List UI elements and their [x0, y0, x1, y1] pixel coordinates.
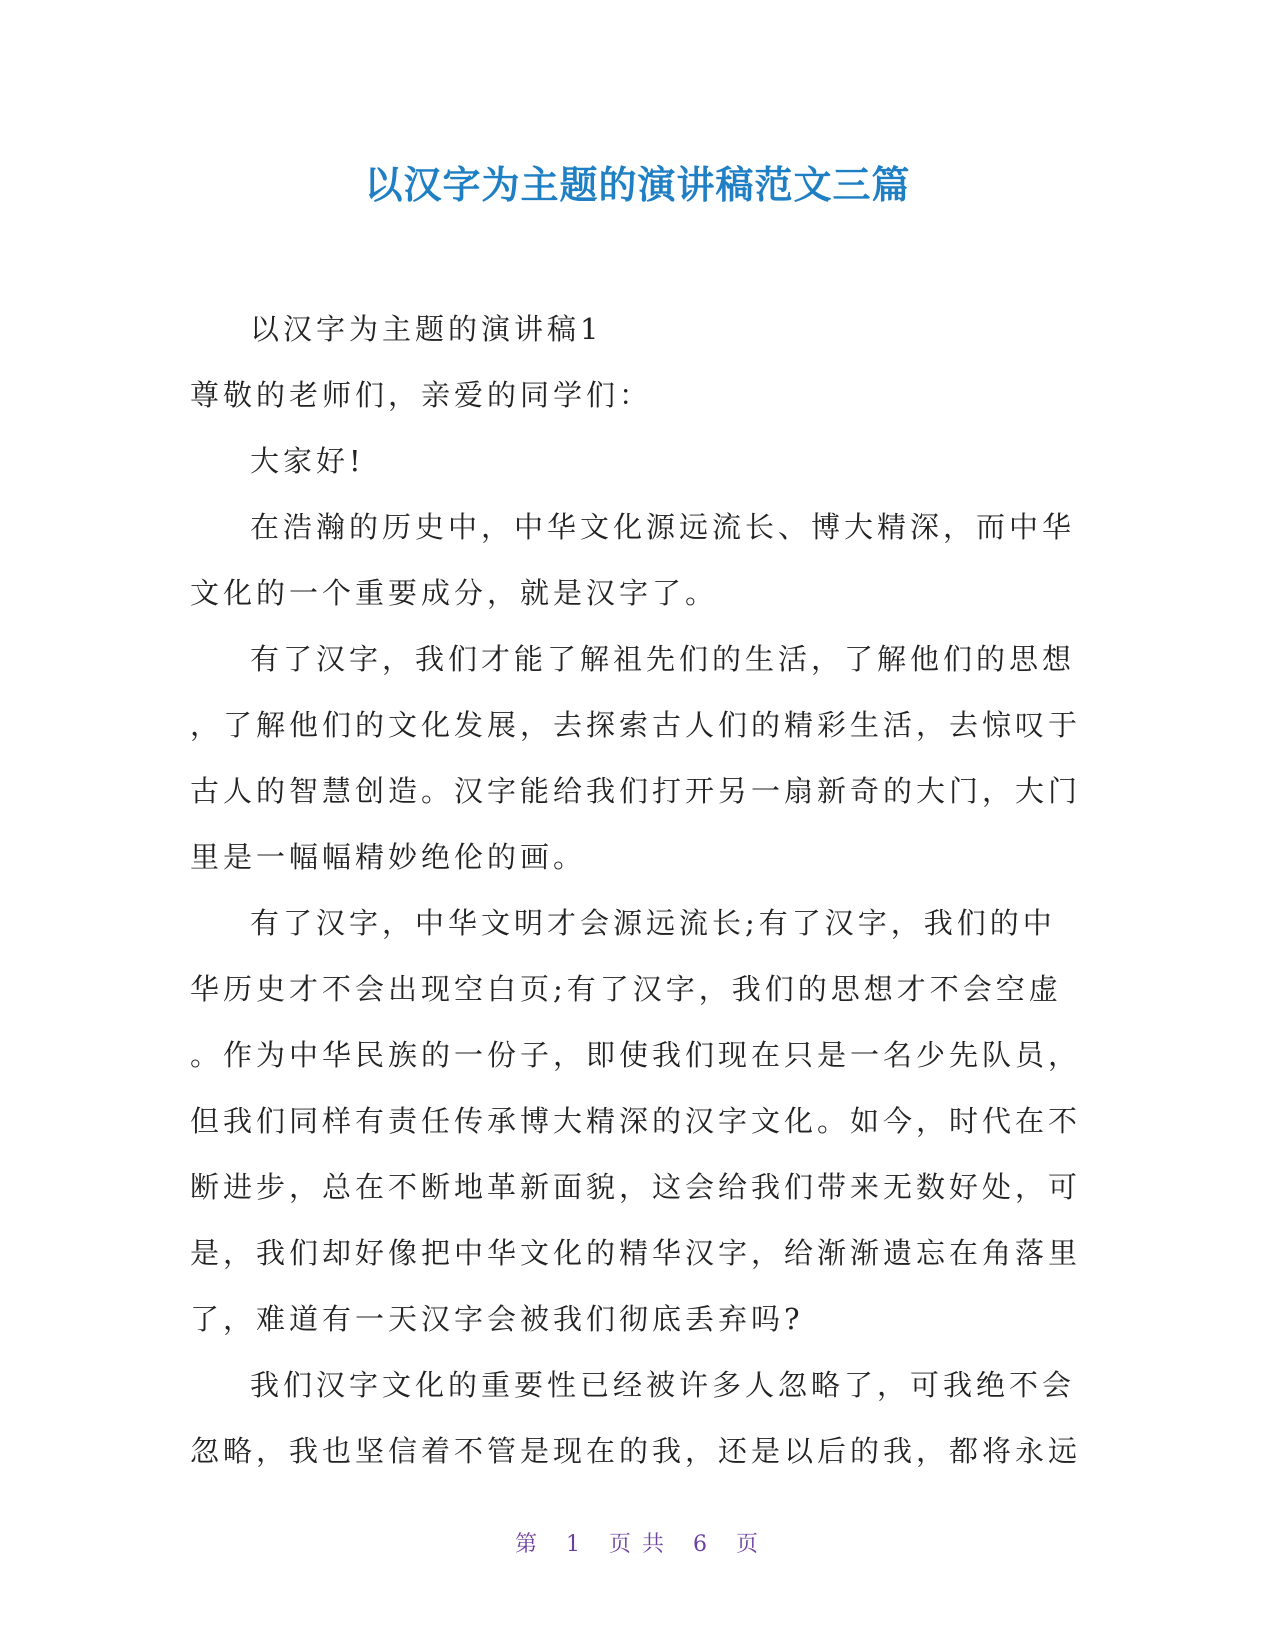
page-footer [0, 1530, 1275, 1560]
text-line: 断进步，总在不断地革新面貌，这会给我们带来无数好处，可 [190, 1170, 1082, 1204]
text-line: 有了汉字，中华文明才会源远流长;有了汉字，我们的中 [250, 906, 1056, 940]
text-line: 尊敬的老师们，亲爱的同学们： [190, 378, 653, 412]
text-line: 文化的一个重要成分，就是汉字了。 [190, 576, 719, 610]
text-line: 忽略，我也坚信着不管是现在的我，还是以后的我，都将永远 [190, 1434, 1082, 1468]
total-pages-number: 6 [693, 1532, 709, 1557]
page-title: 以汉字为主题的演讲稿范文三篇 [364, 163, 911, 207]
text-line: 华历史才不会出现空白页;有了汉字，我们的思想才不会空虚 [190, 972, 1062, 1006]
page-label-prefix: 第 [514, 1532, 539, 1557]
text-line: 以汉字为主题的演讲稿1 [250, 312, 603, 346]
current-page-number: 1 [566, 1532, 582, 1557]
text-line: 是，我们却好像把中华文化的精华汉字，给渐渐遗忘在角落里 [190, 1236, 1082, 1270]
text-line: 。作为中华民族的一份子，即使我们现在只是一名少先队员， [190, 1038, 1082, 1072]
text-line: 但我们同样有责任传承博大精深的汉字文化。如今，时代在不 [190, 1104, 1082, 1138]
text-line: 大家好! [250, 444, 365, 478]
page-label-suffix: 页 [736, 1532, 761, 1557]
text-line: 了，难道有一天汉字会被我们彻底丢弃吗? [190, 1302, 804, 1336]
text-line: 在浩瀚的历史中，中华文化源远流长、博大精深，而中华 [250, 510, 1076, 544]
text-line: ，了解他们的文化发展，去探索古人们的精彩生活，去惊叹于 [190, 708, 1082, 742]
document-body [190, 296, 1090, 1484]
text-line: 有了汉字，我们才能了解祖先们的生活，了解他们的思想 [250, 642, 1076, 676]
text-line: 古人的智慧创造。汉字能给我们打开另一扇新奇的大门，大门 [190, 774, 1082, 808]
text-line: 里是一幅幅精妙绝伦的画。 [190, 840, 587, 874]
page-label-mid: 页 共 [609, 1532, 666, 1557]
text-line: 我们汉字文化的重要性已经被许多人忽略了，可我绝不会 [250, 1368, 1076, 1402]
